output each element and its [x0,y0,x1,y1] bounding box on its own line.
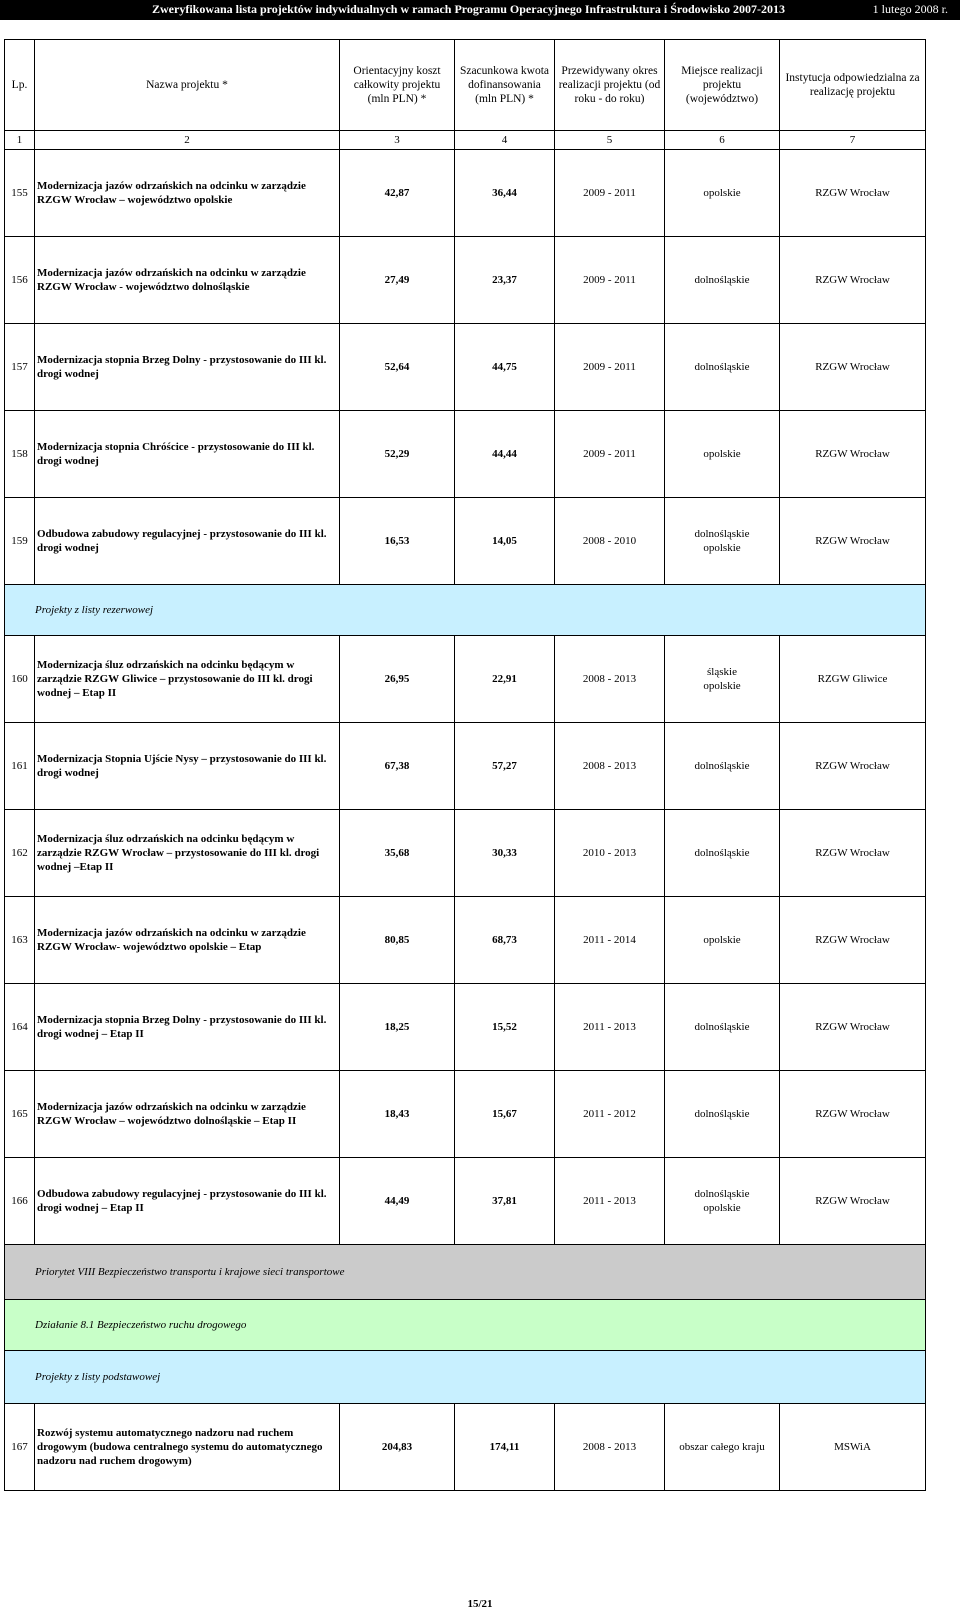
page-header [0,0,960,20]
row-place: dolnośląskie [665,810,780,897]
row-lp: 157 [5,324,35,411]
row-period: 2008 - 2013 [555,636,665,723]
row-cost: 42,87 [340,150,455,237]
row-funding: 14,05 [455,498,555,585]
row-period: 2009 - 2011 [555,150,665,237]
row-place: dolnośląskie [665,324,780,411]
row-cost: 44,49 [340,1158,455,1245]
row-cost: 67,38 [340,723,455,810]
row-cost: 18,43 [340,1071,455,1158]
row-period: 2008 - 2013 [555,723,665,810]
row-lp: 162 [5,810,35,897]
row-lp: 160 [5,636,35,723]
row-name: Modernizacja jazów odrzańskich na odcinku w zarządzie RZGW Wrocław- województwo opolskie – Etap [35,897,340,984]
row-place: dolnośląskie [665,1071,780,1158]
row-place: opolskie [665,411,780,498]
table-row [5,1071,926,1158]
row-place: dolnośląskie opolskie [665,1158,780,1245]
row-period: 2008 - 2013 [555,1404,665,1491]
table-row [5,498,926,585]
row-cost: 80,85 [340,897,455,984]
column-number: 6 [665,131,780,150]
row-period: 2009 - 2011 [555,237,665,324]
row-institution: RZGW Wrocław [780,1071,926,1158]
row-institution: RZGW Wrocław [780,237,926,324]
table-row [5,1404,926,1491]
row-cost: 16,53 [340,498,455,585]
row-cost: 35,68 [340,810,455,897]
row-institution: RZGW Gliwice [780,636,926,723]
page-number: 15/21 [467,1598,493,1610]
row-period: 2011 - 2013 [555,984,665,1071]
row-institution: RZGW Wrocław [780,810,926,897]
row-funding: 15,67 [455,1071,555,1158]
row-funding: 44,44 [455,411,555,498]
row-name: Modernizacja śluz odrzańskich na odcinku będącym w zarządzie RZGW Gliwice – przystosowanie do III kl. drogi wodnej – Etap II [35,636,340,723]
row-place: opolskie [665,150,780,237]
row-place: dolnośląskie opolskie [665,498,780,585]
section-label: Działanie 8.1 Bezpieczeństwo ruchu drogowego [5,1300,926,1351]
row-name: Modernizacja jazów odrzańskich na odcinku w zarządzie RZGW Wrocław – województwo dolnośląskie – Etap II [35,1071,340,1158]
row-funding: 174,11 [455,1404,555,1491]
row-place: dolnośląskie [665,984,780,1071]
row-name: Modernizacja śluz odrzańskich na odcinku będącym w zarządzie RZGW Wrocław – przystosowanie do III kl. drogi wodnej –Etap II [35,810,340,897]
column-number: 7 [780,131,926,150]
table-header-row [5,40,926,131]
projects-table [4,39,926,1491]
row-place: obszar całego kraju [665,1404,780,1491]
document-title: Zweryfikowana lista projektów indywidualnych w ramach Programu Operacyjnego Infrastruktura i Środowisko 2007-2013 [152,2,786,16]
table-row [5,810,926,897]
row-cost: 27,49 [340,237,455,324]
row-institution: RZGW Wrocław [780,150,926,237]
row-name: Modernizacja stopnia Brzeg Dolny - przystosowanie do III kl. drogi wodnej – Etap II [35,984,340,1071]
section-row-basic [5,1351,926,1404]
row-funding: 44,75 [455,324,555,411]
column-number-row [5,131,926,150]
row-lp: 158 [5,411,35,498]
row-name: Odbudowa zabudowy regulacyjnej - przystosowanie do III kl. drogi wodnej [35,498,340,585]
row-lp: 163 [5,897,35,984]
row-period: 2011 - 2014 [555,897,665,984]
row-institution: RZGW Wrocław [780,984,926,1071]
row-institution: RZGW Wrocław [780,498,926,585]
row-cost: 204,83 [340,1404,455,1491]
row-lp: 166 [5,1158,35,1245]
row-institution: MSWiA [780,1404,926,1491]
row-name: Modernizacja stopnia Chróścice - przystosowanie do III kl. drogi wodnej [35,411,340,498]
row-period: 2009 - 2011 [555,324,665,411]
row-institution: RZGW Wrocław [780,324,926,411]
row-cost: 52,64 [340,324,455,411]
row-period: 2011 - 2013 [555,1158,665,1245]
table-row [5,150,926,237]
row-name: Modernizacja jazów odrzańskich na odcinku w zarządzie RZGW Wrocław – województwo opolskie [35,150,340,237]
table-row [5,1158,926,1245]
section-row-action [5,1300,926,1351]
column-number: 1 [5,131,35,150]
row-name: Modernizacja jazów odrzańskich na odcinku w zarządzie RZGW Wrocław - województwo dolnośląskie [35,237,340,324]
table-row [5,723,926,810]
table-row [5,324,926,411]
section-row-priority [5,1245,926,1300]
row-period: 2009 - 2011 [555,411,665,498]
header-lp: Lp. [5,40,35,131]
header-cost: Orientacyjny koszt całkowity projektu (mln PLN) * [340,40,455,131]
row-period: 2010 - 2013 [555,810,665,897]
section-label: Priorytet VIII Bezpieczeństwo transportu i krajowe sieci transportowe [5,1245,926,1300]
row-period: 2008 - 2010 [555,498,665,585]
row-place: dolnośląskie [665,237,780,324]
header-place: Miejsce realizacji projektu (województwo) [665,40,780,131]
row-place: śląskie opolskie [665,636,780,723]
row-cost: 18,25 [340,984,455,1071]
header-institution: Instytucja odpowiedzialna za realizację projektu [780,40,926,131]
row-lp: 164 [5,984,35,1071]
row-funding: 30,33 [455,810,555,897]
row-institution: RZGW Wrocław [780,411,926,498]
row-lp: 155 [5,150,35,237]
header-name: Nazwa projektu * [35,40,340,131]
row-institution: RZGW Wrocław [780,897,926,984]
table-row [5,984,926,1071]
row-lp: 165 [5,1071,35,1158]
row-period: 2011 - 2012 [555,1071,665,1158]
row-funding: 57,27 [455,723,555,810]
row-funding: 68,73 [455,897,555,984]
table-row [5,237,926,324]
section-row-reserve [5,585,926,636]
row-lp: 159 [5,498,35,585]
table-row [5,636,926,723]
row-funding: 22,91 [455,636,555,723]
row-institution: RZGW Wrocław [780,723,926,810]
row-lp: 167 [5,1404,35,1491]
row-place: dolnośląskie [665,723,780,810]
row-cost: 26,95 [340,636,455,723]
row-funding: 37,81 [455,1158,555,1245]
column-number: 5 [555,131,665,150]
table-row [5,897,926,984]
row-lp: 161 [5,723,35,810]
section-label: Projekty z listy podstawowej [5,1351,926,1404]
document-date: 1 lutego 2008 r. [872,2,948,16]
table-row [5,411,926,498]
row-funding: 23,37 [455,237,555,324]
column-number: 4 [455,131,555,150]
header-period: Przewidywany okres realizacji projektu (od roku - do roku) [555,40,665,131]
header-funding: Szacunkowa kwota dofinansowania (mln PLN) * [455,40,555,131]
column-number: 3 [340,131,455,150]
column-number: 2 [35,131,340,150]
row-name: Modernizacja stopnia Brzeg Dolny - przystosowanie do III kl. drogi wodnej [35,324,340,411]
row-name: Rozwój systemu automatycznego nadzoru nad ruchem drogowym (budowa centralnego systemu do automatycznego nadzoru nad ruchem drogowym) [35,1404,340,1491]
row-name: Odbudowa zabudowy regulacyjnej - przystosowanie do III kl. drogi wodnej – Etap II [35,1158,340,1245]
row-funding: 36,44 [455,150,555,237]
row-funding: 15,52 [455,984,555,1071]
row-cost: 52,29 [340,411,455,498]
row-lp: 156 [5,237,35,324]
row-name: Modernizacja Stopnia Ujście Nysy – przystosowanie do III kl. drogi wodnej [35,723,340,810]
section-label: Projekty z listy rezerwowej [5,585,926,636]
row-place: opolskie [665,897,780,984]
row-institution: RZGW Wrocław [780,1158,926,1245]
